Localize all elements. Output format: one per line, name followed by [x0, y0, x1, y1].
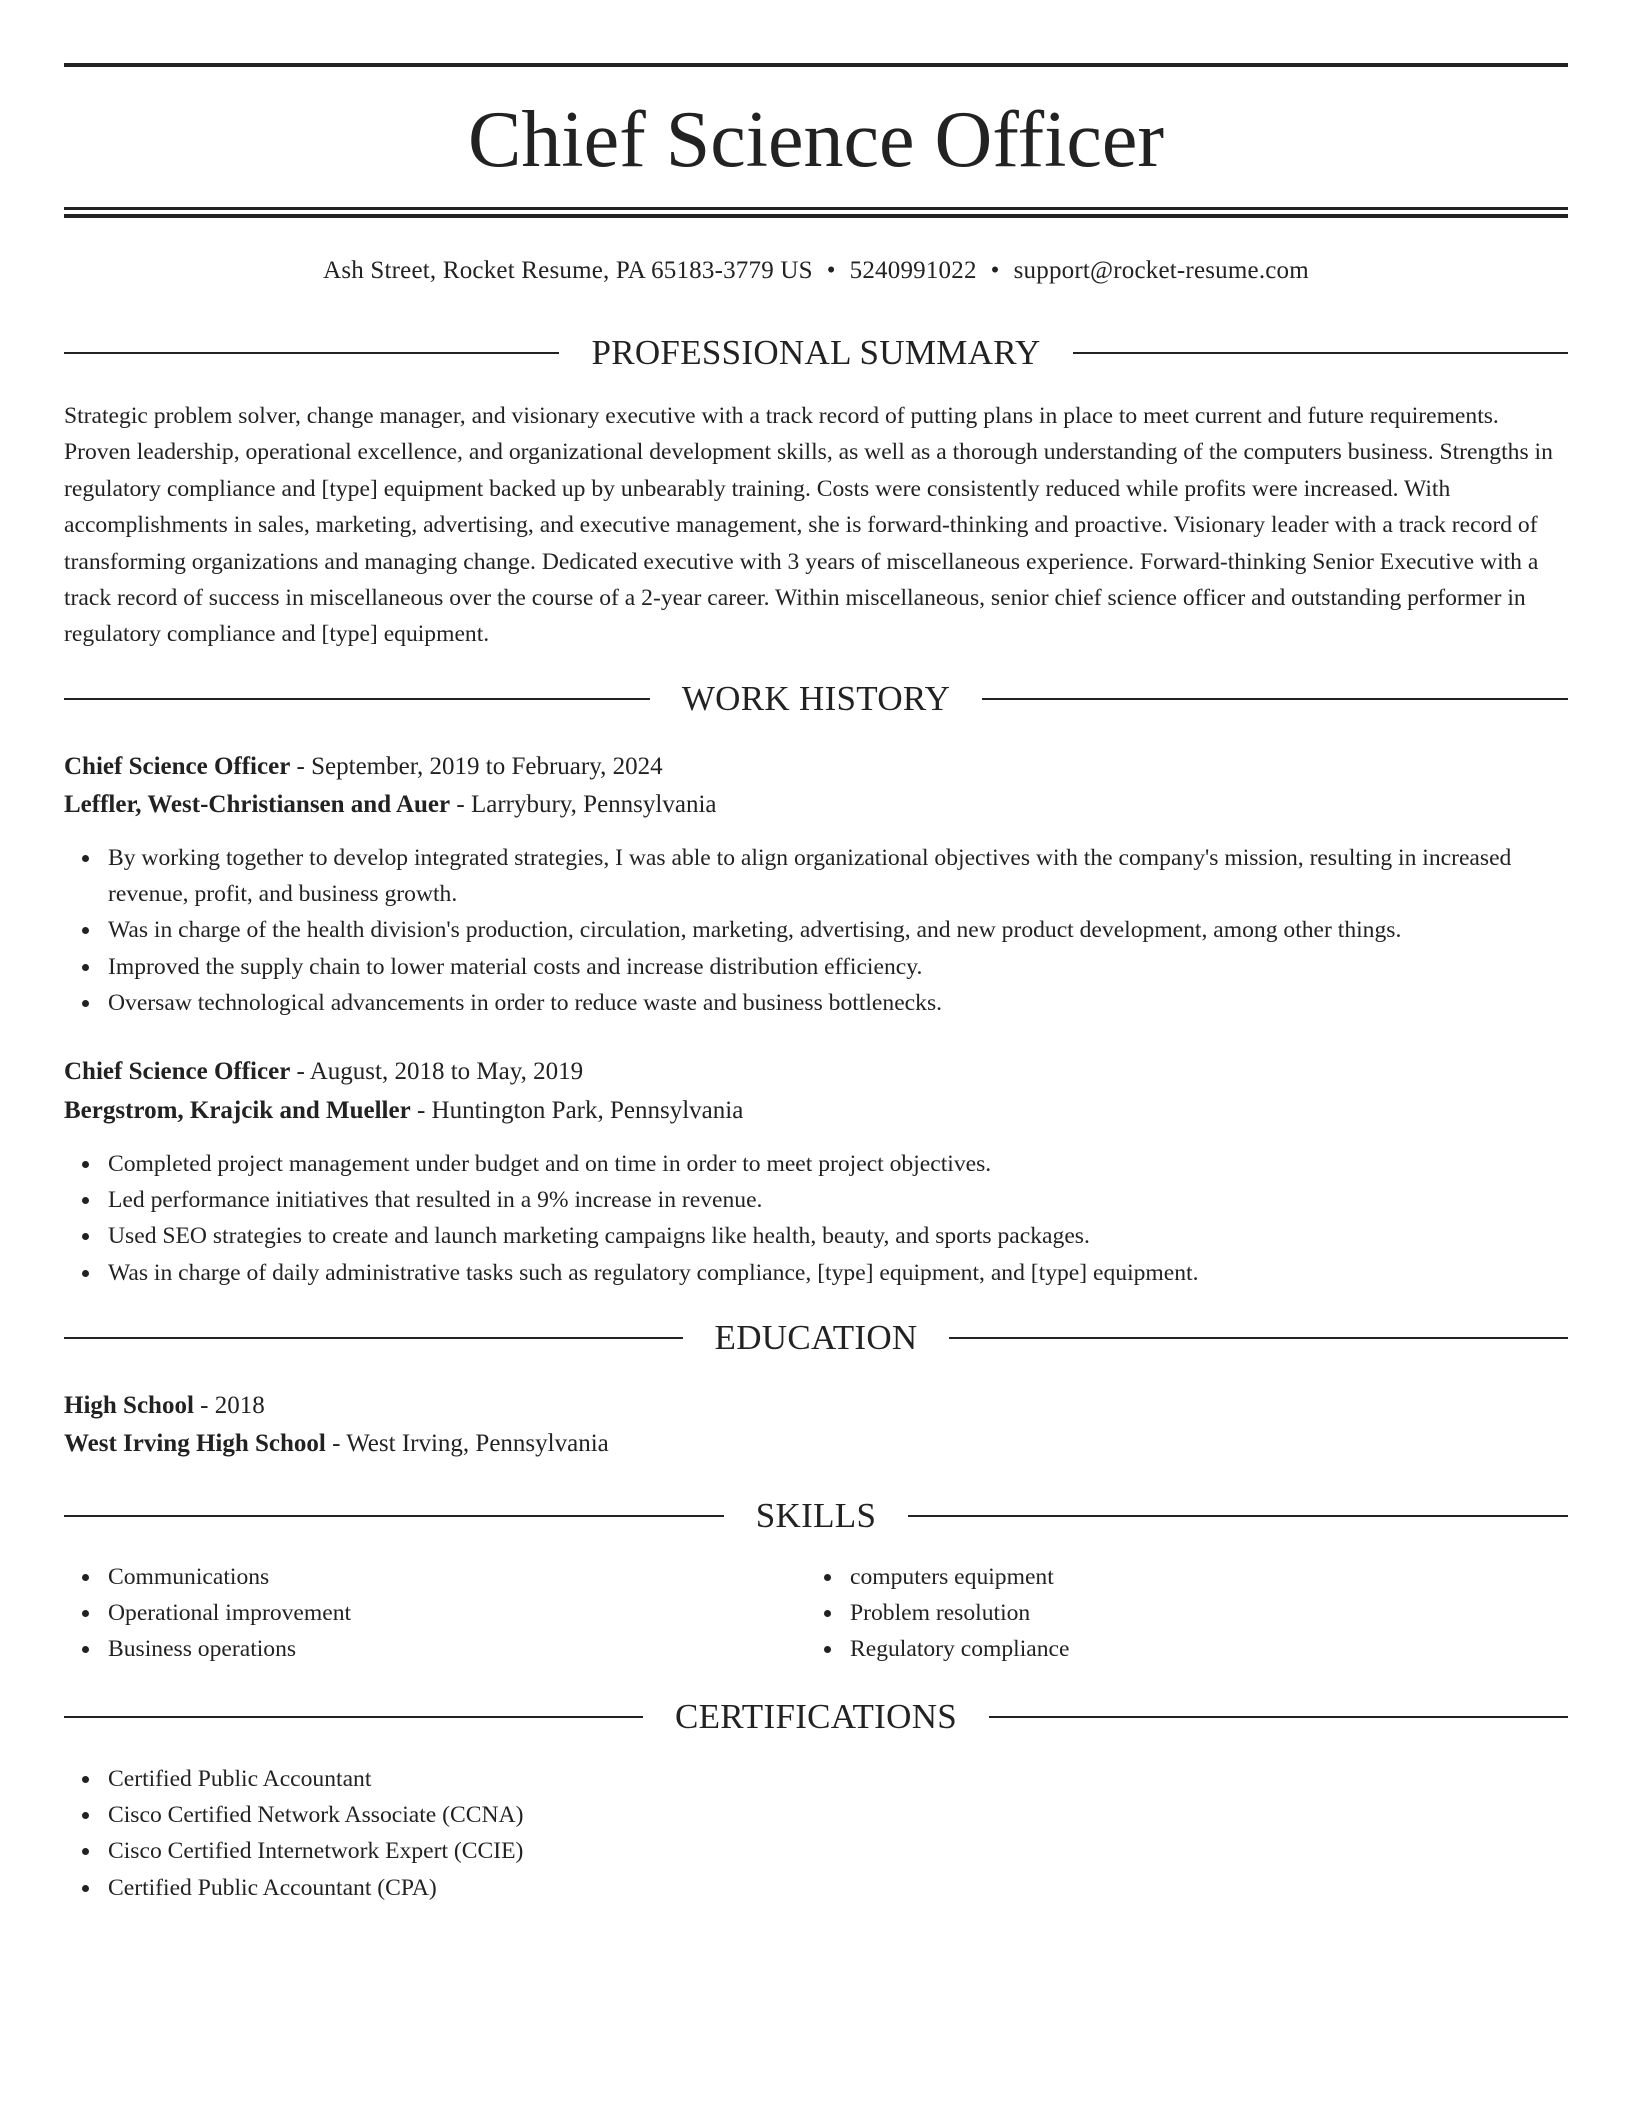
contact-separator: • — [990, 257, 1000, 284]
job-company-line — [64, 1092, 1568, 1130]
heading-rule-left — [64, 698, 650, 700]
education-school-line — [64, 1425, 1568, 1463]
job-bullets — [64, 1146, 1568, 1291]
education-year: - 2018 — [193, 1392, 265, 1419]
section-heading-education — [64, 1316, 1568, 1360]
certification-item: Cisco Certified Internetwork Expert (CCIE) — [108, 1833, 1568, 1869]
heading-rule-right — [908, 1515, 1568, 1517]
skill-item: Regulatory compliance — [850, 1631, 1530, 1667]
skill-item: Problem resolution — [850, 1595, 1530, 1631]
certification-item: Cisco Certified Network Associate (CCNA) — [108, 1797, 1568, 1833]
resume-title: Chief Science Officer — [468, 96, 1164, 184]
job-title: Chief Science Officer — [64, 1058, 291, 1085]
job-location: - Huntington Park, Pennsylvania — [410, 1097, 744, 1124]
title-divider-lower — [64, 214, 1568, 218]
skill-item: Business operations — [108, 1631, 788, 1667]
heading-rule-right — [1073, 352, 1568, 354]
contact-line — [64, 253, 1568, 289]
education-degree: High School — [64, 1392, 194, 1419]
list-item: Was in charge of the health division's production, circulation, marketing, advertising, and new product development, among other things. — [108, 912, 1568, 948]
skills-list-left — [64, 1559, 788, 1668]
section-heading-summary — [64, 331, 1568, 375]
certification-item: Certified Public Accountant (CPA) — [108, 1870, 1568, 1906]
contact-phone: 5240991022 — [849, 257, 977, 284]
job-company-line — [64, 786, 1568, 824]
job-title-line — [64, 748, 1568, 786]
heading-rule-right — [982, 698, 1568, 700]
list-item: Improved the supply chain to lower material costs and increase distribution efficiency. — [108, 949, 1568, 985]
education-school: West Irving High School — [64, 1430, 326, 1457]
section-heading-skills — [64, 1494, 1568, 1538]
job-location: - Larrybury, Pennsylvania — [450, 791, 717, 818]
heading-rule-left — [64, 1716, 643, 1718]
job-company: Bergstrom, Krajcik and Mueller — [64, 1097, 411, 1124]
section-heading-label: WORK HISTORY — [681, 679, 951, 718]
section-heading-certifications — [64, 1695, 1568, 1739]
section-heading-label: CERTIFICATIONS — [674, 1697, 958, 1736]
contact-address: Ash Street, Rocket Resume, PA 65183-3779 US — [323, 257, 813, 284]
job-dates: - September, 2019 to February, 2024 — [290, 753, 663, 780]
heading-rule-left — [64, 1515, 724, 1517]
title-divider-upper — [64, 207, 1568, 210]
list-item: Used SEO strategies to create and launch marketing campaigns like health, beauty, and sports packages. — [108, 1218, 1568, 1254]
top-divider — [64, 63, 1568, 67]
job-bullets — [64, 840, 1568, 1021]
heading-rule-left — [64, 352, 559, 354]
list-item: Oversaw technological advancements in order to reduce waste and business bottlenecks. — [108, 985, 1568, 1021]
certifications-list — [64, 1761, 1568, 1906]
list-item: By working together to develop integrated strategies, I was able to align organizational objectives with the company's mission, resulting in increased revenue, profit, and business growth. — [108, 840, 1568, 912]
contact-email: support@rocket-resume.com — [1013, 257, 1309, 284]
job-company: Leffler, West-Christiansen and Auer — [64, 791, 451, 818]
job-dates: - August, 2018 to May, 2019 — [290, 1058, 584, 1085]
heading-rule-right — [989, 1716, 1568, 1718]
education-degree-line — [64, 1387, 1568, 1425]
education-location: - West Irving, Pennsylvania — [325, 1430, 609, 1457]
skill-item: Operational improvement — [108, 1595, 788, 1631]
heading-rule-left — [64, 1337, 683, 1339]
section-heading-work — [64, 677, 1568, 721]
skills-list-right — [806, 1559, 1530, 1668]
contact-separator: • — [826, 257, 836, 284]
section-heading-label: PROFESSIONAL SUMMARY — [591, 333, 1041, 372]
skill-item: computers equipment — [850, 1559, 1530, 1595]
section-heading-label: SKILLS — [755, 1496, 877, 1535]
skill-item: Communications — [108, 1559, 788, 1595]
list-item: Was in charge of daily administrative tasks such as regulatory compliance, [type] equipment, and [type] equipment. — [108, 1255, 1568, 1291]
summary-text: Strategic problem solver, change manager, and visionary executive with a track record of putting plans in place to meet current and future requirements. Proven leadership, operational excellence, and organizational development skills, as well as a thorough understanding of the computers business. Strengths in regulatory compliance and [type] equipment backed up by unbearably training. Costs were consistently reduced while profits were increased. With accomplishments in sales, marketing, advertising, and executive management, she is forward-thinking and proactive. Visionary leader with a track record of transforming organizations and managing change. Dedicated executive with 3 years of miscellaneous experience. Forward-thinking Senior Executive with a track record of success in miscellaneous over the course of a 2-year career. Within miscellaneous, senior chief science officer and outstanding performer in regulatory compliance and [type] equipment. — [64, 403, 1553, 648]
certification-item: Certified Public Accountant — [108, 1761, 1568, 1797]
heading-rule-right — [949, 1337, 1568, 1339]
job-title: Chief Science Officer — [64, 753, 291, 780]
list-item: Completed project management under budget and on time in order to meet project objectives. — [108, 1146, 1568, 1182]
section-heading-label: EDUCATION — [714, 1318, 918, 1357]
list-item: Led performance initiatives that resulted in a 9% increase in revenue. — [108, 1182, 1568, 1218]
job-title-line — [64, 1053, 1568, 1091]
